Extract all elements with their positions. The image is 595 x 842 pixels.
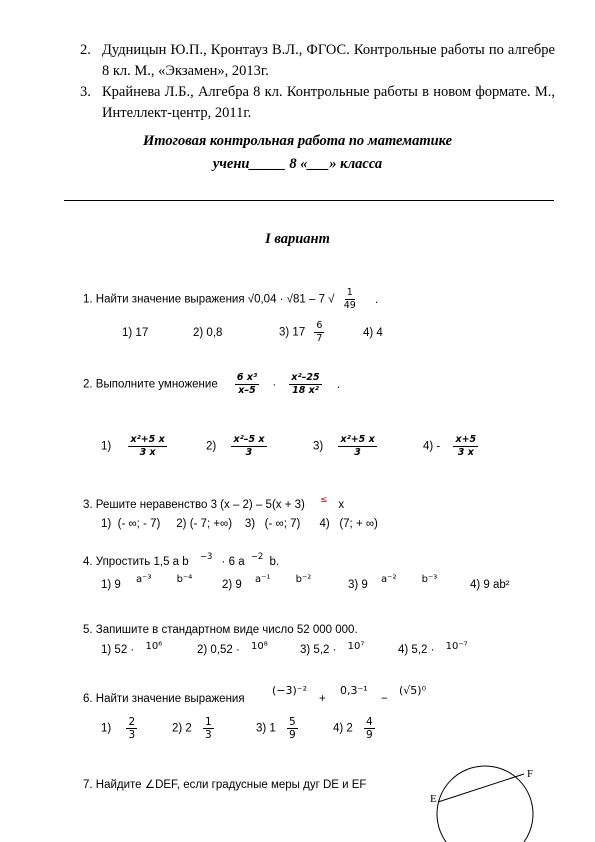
task-2-option-4 — [423, 434, 478, 459]
numerator: 5 — [289, 716, 296, 728]
numerator: 1 — [346, 287, 353, 298]
option-term: b⁻² — [295, 574, 312, 585]
reference-item — [80, 40, 555, 82]
test-subtitle: учени_____ 8 «___» класса — [212, 156, 383, 172]
option-label: 4) - — [423, 440, 441, 453]
multiply-sign: · — [272, 378, 277, 391]
task-6-term-3: (√5)⁰ — [399, 684, 427, 697]
option-label: 3) 9 — [348, 579, 368, 591]
option-power: 10⁶ — [145, 641, 163, 652]
task-6-option-2 — [172, 716, 214, 741]
task-3 — [83, 495, 345, 511]
task-5-option-3 — [300, 641, 365, 656]
task-5: 5. Запишите в стандартном виде число 52 000 000. — [83, 624, 358, 636]
task-3-text: 3. Решите неравенство 3 (х – 2) – 5(х + 3) — [83, 499, 305, 511]
task-5-option-2 — [197, 641, 268, 656]
option-term: b⁻³ — [421, 574, 438, 585]
option-power: 10⁸ — [251, 641, 268, 652]
task-4-option-2 — [222, 574, 312, 591]
denominator: 9 — [289, 729, 296, 741]
denominator: 3 — [245, 447, 253, 458]
point-e-label: E — [430, 793, 437, 805]
denominator: 7 — [316, 333, 323, 344]
task-1-fraction — [342, 287, 358, 312]
task-2-option-3 — [313, 434, 377, 459]
circle-diagram — [425, 755, 560, 842]
task-1-end: . — [374, 293, 379, 306]
task-4-end: b. — [269, 556, 280, 568]
numerator: 1 — [205, 716, 212, 728]
numerator: x²–5 x — [233, 434, 265, 445]
numerator: x²–25 — [291, 372, 320, 383]
option-fraction — [338, 434, 376, 459]
task-1-option-4: 4) 4 — [363, 327, 383, 339]
task-6-text: 6. Найти значение выражения — [83, 693, 245, 705]
option-fraction — [128, 434, 166, 459]
inequality-sign: ≤ — [320, 495, 328, 505]
option-label: 1) 9 — [101, 579, 121, 591]
circle — [437, 766, 533, 842]
option-term: a⁻¹ — [255, 574, 271, 585]
numerator: 6 x³ — [236, 372, 258, 383]
numerator: 6 — [316, 320, 323, 331]
option-term: a⁻² — [381, 574, 397, 585]
numerator: x+5 — [455, 434, 477, 445]
numerator: 2 — [128, 716, 136, 728]
denominator: 3 x — [139, 447, 156, 458]
option-term: b⁻⁴ — [176, 574, 193, 585]
variant-heading: I вариант — [265, 231, 330, 247]
option-label: 1) — [101, 440, 112, 453]
option-term: a⁻³ — [136, 574, 152, 585]
task-6-term-2: 0,3⁻¹ — [340, 684, 368, 697]
denominator: 9 — [366, 729, 373, 741]
task-4-text: 4. Упростить 1,5 a b — [83, 556, 189, 568]
option-label: 3) 17 — [279, 326, 306, 339]
references-list — [80, 40, 555, 124]
task-6-plus: + — [319, 693, 326, 705]
denominator: 18 x² — [292, 385, 319, 396]
option-fraction — [314, 320, 324, 345]
option-label: 2) — [206, 440, 217, 453]
exponent: −3 — [199, 552, 213, 562]
task-1-option-3 — [279, 320, 324, 345]
option-label: 1) — [101, 722, 112, 735]
option-fraction — [126, 716, 137, 741]
numerator: x²+5 x — [340, 434, 375, 445]
denominator: 3 — [354, 447, 361, 458]
task-4-option-4: 4) 9 ab² — [470, 579, 510, 591]
task-6 — [83, 693, 245, 705]
task-2-option-2 — [206, 434, 267, 459]
task-4-option-3 — [348, 574, 438, 591]
task-5-option-1 — [101, 641, 163, 656]
task-6-term-1: (−3)⁻² — [272, 684, 308, 697]
task-6-option-1 — [101, 716, 137, 741]
reference-number: 2. — [80, 42, 91, 58]
option-fraction — [364, 716, 375, 741]
task-4-middle: · 6 a — [221, 556, 245, 568]
task-3-end: x — [338, 499, 345, 511]
test-title: Итоговая контрольная работа по математике — [142, 133, 453, 149]
option-fraction — [231, 434, 266, 459]
task-6-option-3 — [256, 716, 298, 741]
task-6-minus: − — [381, 693, 388, 705]
task-4-option-1 — [101, 574, 193, 591]
reference-text: Дудницын Ю.П., Кронтауз В.Л., ФГОС. Контрольные работы по алгебре 8 кл. М., «Экзамен», 2013г. — [102, 42, 555, 79]
reference-text: Крайнева Л.Б., Алгебра 8 кл. Контрольные работы в новом формате. М., Интеллект-центр, 2011г. — [102, 84, 555, 121]
option-label: 2) 9 — [222, 579, 242, 591]
option-label: 4) 5,2 · — [398, 644, 435, 656]
task-7: 7. Найдите ∠DEF, если градусные меры дуг DE и EF — [83, 779, 367, 791]
task-2-end: . — [336, 378, 341, 391]
task-2-text: 2. Выполните умножение — [83, 378, 218, 391]
option-fraction — [287, 716, 298, 741]
point-f-label: F — [527, 768, 534, 780]
denominator: 3 — [128, 729, 136, 741]
task-4 — [83, 552, 280, 568]
task-1-option-2: 2) 0,8 — [193, 327, 223, 339]
option-power: 10⁷ — [347, 641, 365, 652]
separator-line — [64, 200, 554, 201]
denominator: 3 — [205, 729, 212, 741]
option-label: 4) 2 — [333, 722, 353, 735]
task-2 — [83, 372, 340, 397]
option-label: 1) 52 · — [101, 644, 135, 656]
option-label: 3) — [313, 440, 324, 453]
denominator: x–5 — [238, 385, 256, 396]
task-1-option-1: 1) 17 — [122, 327, 149, 339]
task-2-fraction-1 — [235, 372, 259, 397]
option-power: 10⁻⁷ — [445, 641, 468, 652]
denominator: 49 — [343, 300, 356, 311]
option-fraction — [203, 716, 214, 741]
numerator: x²+5 x — [130, 434, 165, 445]
reference-item — [80, 82, 555, 124]
task-2-option-1 — [101, 434, 167, 459]
option-fraction — [453, 434, 478, 459]
task-3-options: 1) (- ∞; - 7) 2) (- 7; +∞) 3) (- ∞; 7) 4) (7; + ∞) — [101, 518, 378, 530]
numerator: 4 — [366, 716, 373, 728]
chord-ef — [438, 774, 524, 802]
option-label: 2) 0,52 · — [197, 644, 240, 656]
task-1 — [83, 287, 378, 312]
option-label: 3) 5,2 · — [300, 644, 337, 656]
denominator: 3 x — [457, 447, 474, 458]
task-5-option-4 — [398, 641, 468, 656]
task-1-text: 1. Найти значение выражения √0,04 · √81 – 7 √ — [83, 293, 335, 306]
option-label: 2) 2 — [172, 722, 192, 735]
reference-number: 3. — [80, 84, 91, 100]
option-label: 3) 1 — [256, 722, 276, 735]
task-2-fraction-2 — [289, 372, 321, 397]
task-6-option-4 — [333, 716, 375, 741]
exponent: −2 — [250, 552, 264, 562]
